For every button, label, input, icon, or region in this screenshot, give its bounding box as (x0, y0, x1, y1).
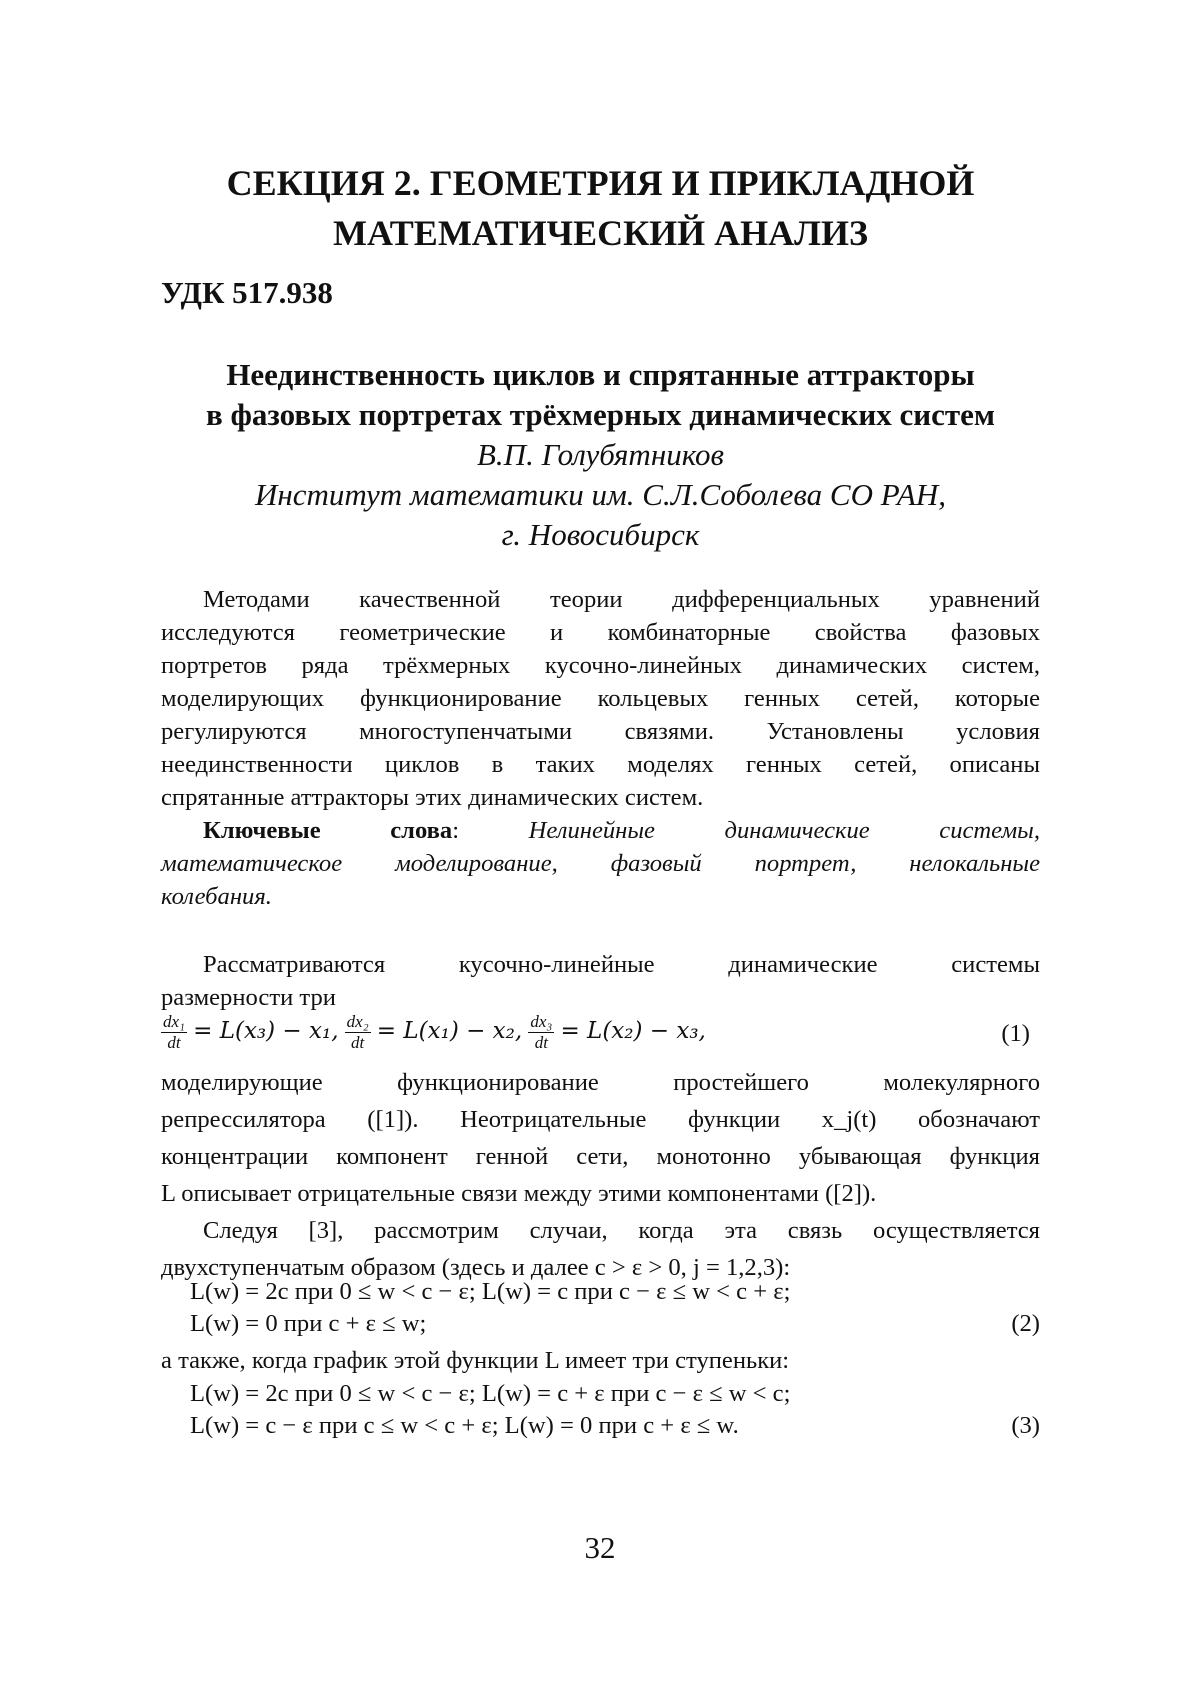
page-number: 32 (584, 1530, 616, 1565)
article-title-line: в фазовых портретах трёхмерных динамических систем (205, 397, 996, 432)
affiliation-line: г. Новосибирск (501, 517, 700, 552)
section-title-line: СЕКЦИЯ 2. ГЕОМЕТРИЯ И ПРИКЛАДНОЙ (226, 163, 975, 203)
author-block (161, 435, 1040, 555)
body-main (161, 1064, 1040, 1286)
abstract-line: Методами качественной теории дифференциальных уравнений (203, 586, 1040, 613)
body-line: Следуя [3], рассмотрим случаи, когда эта связь осуществляется (203, 1217, 1040, 1244)
body-line: концентрации компонент генной сети, монотонно убывающая функция (161, 1143, 1040, 1170)
equation-number: (3) (1011, 1412, 1040, 1439)
body-intro (161, 948, 1040, 1014)
equation-rhs: = L(x₃) − x₁, (193, 1018, 339, 1045)
equation-number: (2) (1011, 1310, 1040, 1337)
body-line: Рассматриваются кусочно-линейные динамические системы (203, 951, 1040, 978)
section-title-line: МАТЕМАТИЧЕСКИЙ АНАЛИЗ (332, 213, 869, 253)
formula-2 (190, 1276, 1040, 1340)
abstract-line: спрятанные аттракторы этих динамических систем. (161, 784, 704, 811)
abstract-line: моделирующих функционирование кольцевых генных сетей, которые (161, 685, 1040, 712)
keywords-line (161, 814, 1040, 847)
formula-line: L(w) = 2c при 0 ≤ w < c − ε; L(w) = c при c − ε ≤ w < c + ε; (190, 1278, 791, 1305)
equation-rhs: = L(x₁) − x₂, (376, 1018, 523, 1045)
abstract (161, 583, 1040, 913)
body-line: а также, когда график этой функции L имеет три ступеньки: (161, 1347, 790, 1374)
formula-line: L(w) = 2c при 0 ≤ w < c − ε; L(w) = c + ε при c − ε ≤ w < c; (190, 1380, 791, 1407)
abstract-line: портретов ряда трёхмерных кусочно-линейных динамических систем, (161, 652, 1040, 679)
fraction (345, 1012, 371, 1053)
body-line: размерности три (161, 984, 336, 1011)
body-line: репрессилятора ([1]). Неотрицательные функции x_j(t) обозначают (161, 1106, 1040, 1133)
fraction-denominator: dt (167, 1033, 181, 1052)
abstract-line: неединственности циклов в таких моделях генных сетей, описаны (161, 751, 1040, 778)
fraction-denominator: dt (534, 1033, 548, 1052)
author-name: В.П. Голубятников (477, 437, 724, 472)
fraction-denominator: dt (351, 1033, 365, 1052)
section-title (161, 158, 1040, 258)
keywords-separator: : (452, 817, 460, 844)
affiliation-line: Институт математики им. С.Л.Соболева СО РАН, (255, 477, 946, 512)
equation-number: (1) (1001, 1020, 1030, 1047)
body-line: L описывает отрицательные связи между этими компонентами ([2]). (161, 1180, 877, 1207)
fraction (161, 1012, 187, 1053)
fraction-numerator: dx₁ (163, 1012, 185, 1031)
keywords-label: Ключевые слова (203, 817, 453, 844)
fraction-numerator: dx₃ (530, 1012, 553, 1031)
body-line: моделирующие функционирование простейшего молекулярного (161, 1069, 1040, 1096)
article-title-line: Неединственность циклов и спрятанные аттракторы (226, 357, 975, 392)
keywords-text: математическое моделирование, фазовый портрет, нелокальные (161, 850, 1040, 877)
formula-3 (190, 1378, 1040, 1442)
equation-1-body (161, 1012, 706, 1053)
abstract-line: исследуются геометрические и комбинаторные свойства фазовых (161, 619, 1040, 646)
fraction (528, 1012, 554, 1053)
equation-1 (161, 1012, 1040, 1058)
body-line: двухступенчатым образом (здесь и далее c > ε > 0, j = 1,2,3): (161, 1254, 791, 1281)
article-title (161, 355, 1040, 435)
formula-line: L(w) = 0 при c + ε ≤ w; (190, 1310, 427, 1337)
abstract-line: регулируются многоступенчатыми связями. Установлены условия (161, 718, 1040, 745)
equation-rhs: = L(x₂) − x₃, (560, 1018, 706, 1045)
keywords-text: колебания. (161, 883, 272, 910)
fraction-numerator: dx₂ (346, 1012, 369, 1031)
formula-line: L(w) = c − ε при c ≤ w < c + ε; L(w) = 0 при c + ε ≤ w. (190, 1412, 739, 1439)
keywords-text: Нелинейные динамические системы, (528, 817, 1040, 844)
udk-code: УДК 517.938 (161, 275, 333, 310)
